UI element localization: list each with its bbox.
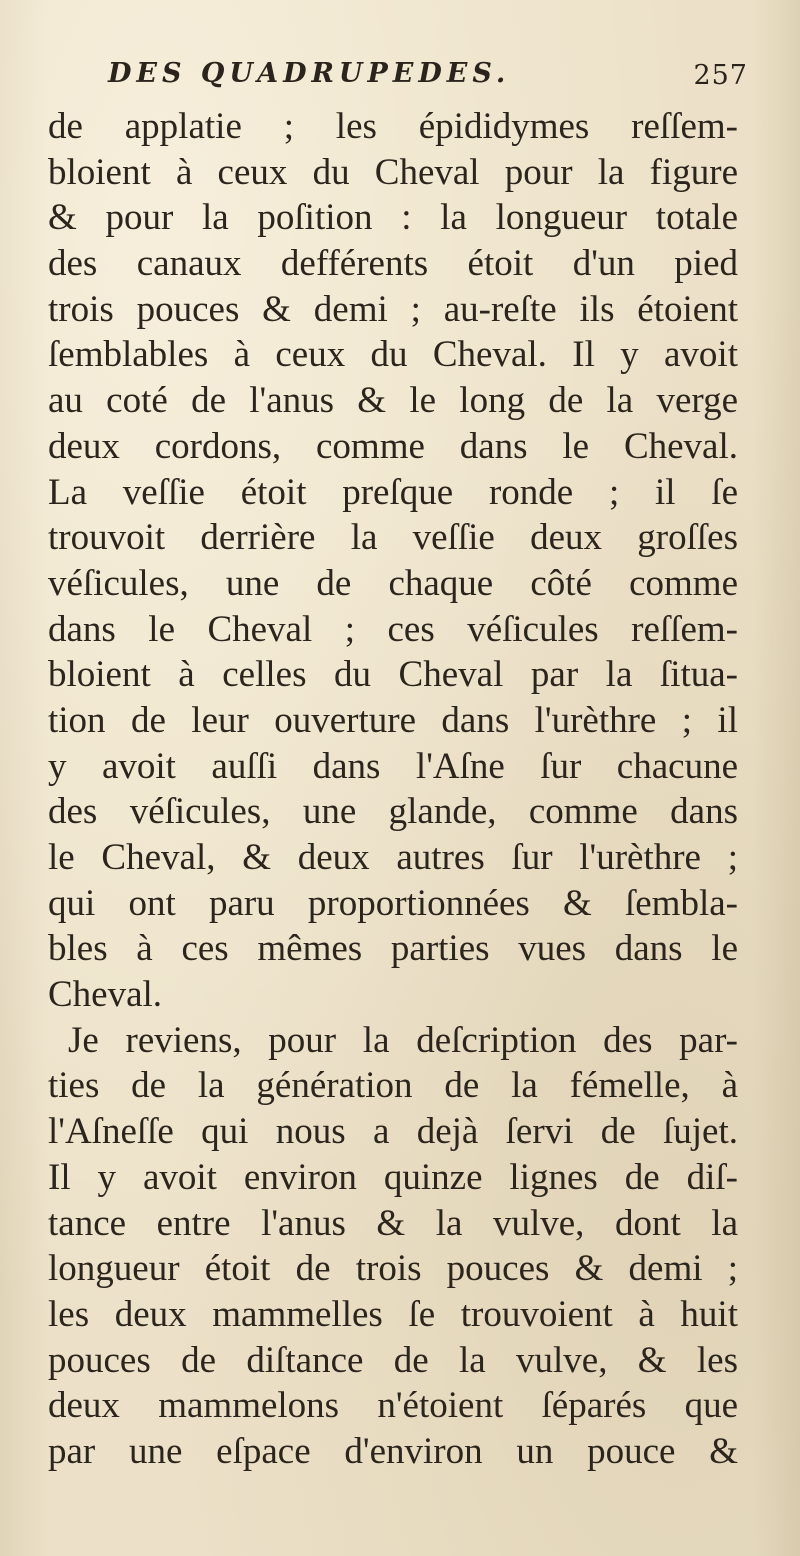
body-text	[48, 104, 738, 1475]
text-line: dans le Cheval ; ces véſicules reſſem-	[48, 608, 738, 650]
paragraph-end-line: Cheval.	[48, 974, 163, 1016]
text-line: l'Aſneſſe qui nous a dejà ſervi de ſujet.	[48, 1111, 738, 1153]
text-line: & pour la poſition : la longueur totale	[48, 197, 738, 239]
text-line: bloient à celles du Cheval par la ſitua-	[48, 654, 738, 696]
text-line: qui ont paru proportionnées & ſembla-	[48, 882, 738, 924]
text-line: pouces de diſtance de la vulve, & les	[48, 1339, 738, 1381]
text-line: de applatie ; les épididymes reſſem-	[48, 106, 738, 147]
text-line: ties de la génération de la fémelle, à	[48, 1065, 738, 1107]
running-head	[108, 54, 748, 102]
text-line: ſemblables à ceux du Cheval. Il y avoit	[48, 334, 738, 376]
text-line: par une eſpace d'environ un pouce &	[48, 1430, 738, 1472]
text-line: longueur étoit de trois pouces & demi ;	[48, 1248, 738, 1290]
text-line: véſicules, une de chaque côté comme	[48, 562, 738, 604]
text-line: des canaux defférents étoit d'un pied	[48, 243, 738, 285]
text-line: bloient à ceux du Cheval pour la figure	[48, 151, 738, 193]
text-line: trouvoit derrière la veſſie deux groſſes	[48, 517, 738, 559]
paragraph-start-line: Je reviens, pour la deſcription des par-	[68, 1019, 738, 1061]
text-line: trois pouces & demi ; au-reſte ils étoient	[48, 288, 738, 330]
text-line: y avoit auſſi dans l'Aſne ſur chacune	[48, 745, 738, 787]
text-line: des véſicules, une glande, comme dans	[48, 791, 738, 833]
text-line: le Cheval, & deux autres ſur l'urèthre ;	[48, 837, 738, 878]
text-line: tance entre l'anus & la vulve, dont la	[48, 1202, 738, 1244]
running-head-title: DES QUADRUPEDES.	[108, 58, 511, 89]
text-line: tion de leur ouverture dans l'urèthre ; il	[48, 699, 738, 741]
text-line: bles à ces mêmes parties vues dans le	[48, 928, 738, 970]
text-line: La veſſie étoit preſque ronde ; il ſe	[48, 471, 738, 513]
text-line: deux cordons, comme dans le Cheval.	[48, 425, 738, 467]
page-number: 257	[693, 60, 748, 91]
text-line: les deux mammelles ſe trouvoient à huit	[48, 1293, 738, 1335]
text-line: deux mammelons n'étoient ſéparés que	[48, 1385, 738, 1427]
text-line: au coté de l'anus & le long de la verge	[48, 380, 738, 422]
text-line: Il y avoit environ quinze lignes de diſ-	[48, 1156, 738, 1198]
